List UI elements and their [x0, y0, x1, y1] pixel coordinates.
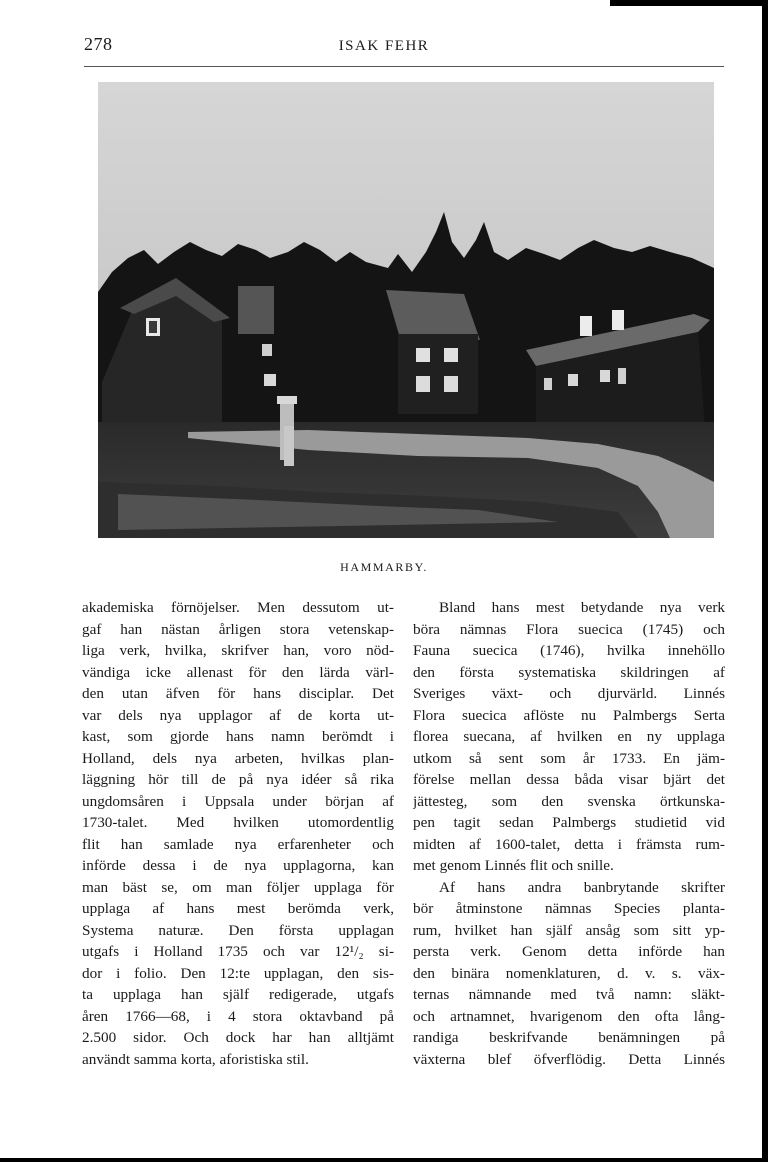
text-line: bör åtminstone nämnas Species planta- [413, 900, 725, 917]
text-line: utkom så sent som år 1733. En jäm- [413, 749, 725, 767]
text-line: rum, hvilket han själf ansåg som sitt yp- [413, 921, 725, 939]
text-line: förelse mellan dessa båda visar bjärt det [413, 771, 725, 788]
text-line: utgafs i Holland 1735 och var 12¹/₂ si- [82, 943, 394, 960]
window [618, 368, 626, 384]
window [416, 348, 430, 362]
text-line: ternas nämnande med två namn: släkt- [413, 986, 725, 1003]
scan-edge-top [610, 0, 768, 6]
scan-edge-bottom [0, 1158, 768, 1162]
text-line: 2.500 sidor. Och dock har han alltjämt [82, 1029, 394, 1046]
text-line: randiga beskrifvande benämningen på [413, 1029, 725, 1046]
stone-post-cap [277, 396, 297, 404]
chimney [580, 316, 592, 336]
text-line: den första systematiska skildringen af [413, 663, 725, 681]
window [444, 348, 458, 362]
text-line: vändiga icke allenast för den lärda värl- [82, 663, 394, 681]
text-line: Sveriges växt- och djurvärld. Linnés [413, 685, 725, 702]
text-line: var dels nya upplagor af de korta ut- [82, 706, 394, 724]
text-line: kast, som gjorde hans namn berömdt i [82, 728, 394, 745]
text-line: florea suecana, af hvilken en ny upplaga [413, 728, 725, 745]
text-line: böra nämnas Flora suecica (1745) och [413, 620, 725, 638]
text-line: gaf han nästan årligen stora vetenskap- [82, 620, 394, 638]
text-line: användt samma korta, aforistiska stil. [82, 1050, 309, 1068]
hammarby-photograph [98, 82, 714, 538]
scan-edge-right [762, 0, 768, 1162]
text-line: liga verk, hvilka, skrifver han, voro nöd- [82, 642, 394, 659]
text-line: Systema naturæ. Den första upplagan [82, 921, 394, 939]
text-line: pen tagit sedan Palmbergs studietid vid [413, 814, 725, 831]
text-line: åren 1766—68, i 4 stora oktavband på [82, 1007, 394, 1025]
page-number: 278 [84, 34, 113, 54]
house-center [398, 334, 478, 414]
text-line: jättesteg, som den svenska örtkunska- [413, 792, 725, 810]
text-line: växterna blef öfverflödig. Detta Linnés [413, 1050, 725, 1068]
text-line: dor i folio. Den 12:te upplagan, den sis- [82, 964, 394, 982]
text-line: midten af 1600-talet, detta i främsta rum- [413, 835, 725, 853]
text-line: Flora suecica aflöste nu Palmbergs Serta [413, 706, 725, 724]
window [568, 374, 578, 386]
text-line: läggning hör till de på nya idéer så rika [82, 771, 394, 788]
chimney [612, 310, 624, 330]
running-head: ISAK FEHR [338, 38, 430, 54]
roof-center [238, 286, 274, 334]
text-line: ungdomsåren i Uppsala under början af [82, 792, 394, 810]
window [264, 374, 276, 386]
header-rule [84, 66, 724, 67]
text-line: man bäst se, om man följer upplaga för [82, 878, 394, 896]
text-line: Af hans andra banbrytande skrifter [439, 878, 725, 896]
text-line: den utan äfven för hans disciplar. Det [82, 685, 394, 702]
text-column-left [82, 597, 394, 1070]
text-line: och artnamnet, hvarigenom den ofta lång- [413, 1007, 725, 1025]
window [444, 376, 458, 392]
text-line: Fauna suecica (1746), hvilka innehöllo [413, 642, 725, 659]
text-line: flit han samlade nya erfarenheter och [82, 835, 394, 853]
window [600, 370, 610, 382]
window [416, 376, 430, 392]
text-line: Bland hans mest betydande nya verk [439, 599, 725, 616]
pillar [284, 426, 294, 466]
text-line: met genom Linnés flit och snille. [413, 857, 614, 874]
window [544, 378, 552, 390]
text-line: ta upplaga han själf redigerade, utgafs [82, 986, 394, 1003]
text-column-right [413, 597, 725, 1070]
text-line: persta verk. Genom detta införde han [413, 943, 725, 960]
text-line: införde dessa i de nya upplagorna, kan [82, 857, 394, 874]
text-line: Holland, dels nya arbeten, hvilkas plan- [82, 749, 394, 767]
text-line: 1730-talet. Med hvilken utomordentlig [82, 814, 394, 831]
text-line: akademiska förnöjelser. Men dessutom ut- [82, 599, 394, 616]
text-line: upplaga af hans mest berömda verk, [82, 900, 394, 917]
figure-caption: HAMMARBY. [340, 560, 428, 574]
window [262, 344, 272, 356]
text-line: den binära nomenklaturen, d. v. s. väx- [413, 964, 725, 982]
window-frame [149, 321, 157, 333]
